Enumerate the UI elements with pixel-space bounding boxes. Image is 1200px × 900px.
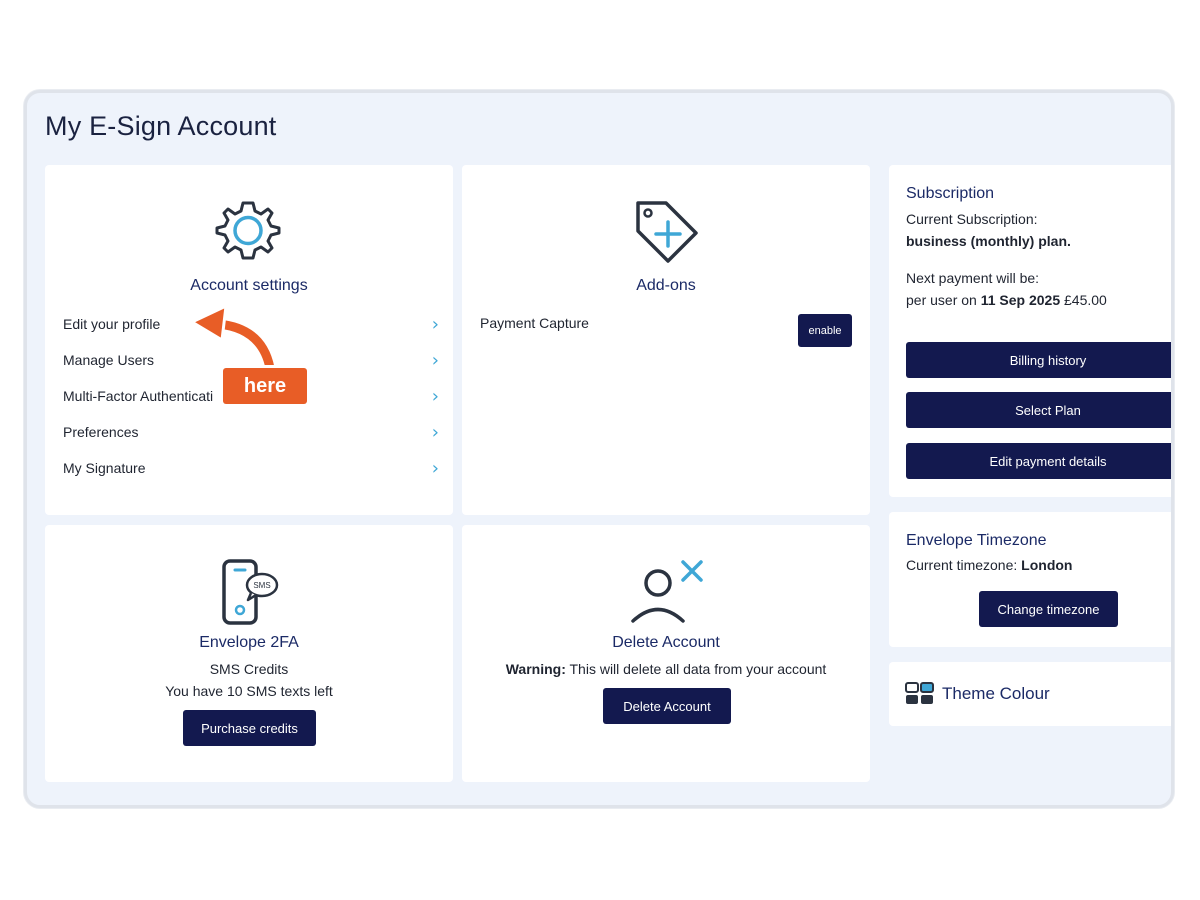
timezone-value: London <box>1021 557 1073 573</box>
menu-item-label: Edit your profile <box>63 316 161 332</box>
chevron-right-icon: › <box>431 421 439 443</box>
page-title: My E-Sign Account <box>45 111 277 141</box>
gear-icon <box>213 195 283 265</box>
warning-text: This will delete all data from your account <box>565 661 827 677</box>
menu-item-preferences[interactable] <box>63 420 439 444</box>
menu-item-my-signature[interactable] <box>63 456 439 480</box>
sms-icon-text: SMS <box>253 581 271 590</box>
account-window <box>24 90 1174 808</box>
delete-account-title: Delete Account <box>612 634 720 651</box>
menu-item-label: Manage Users <box>63 352 155 368</box>
addons-card <box>462 165 870 515</box>
annotation-arrow-icon <box>182 298 292 378</box>
current-subscription-label: Current Subscription: <box>906 211 1038 227</box>
delete-account-button[interactable]: Delete Account <box>603 688 731 724</box>
chevron-right-icon: › <box>431 349 439 371</box>
per-user-prefix: per user on <box>906 292 981 308</box>
palette-icon <box>905 682 935 706</box>
tag-plus-icon <box>630 195 702 267</box>
billing-history-button[interactable]: Billing history <box>906 342 1174 378</box>
sms-credits-label: SMS Credits <box>209 661 289 677</box>
next-payment-date: 11 Sep 2025 <box>980 292 1061 308</box>
next-payment-amount: £45.00 <box>1064 292 1107 308</box>
delete-account-card <box>462 525 870 782</box>
next-payment-label: Next payment will be: <box>906 270 1040 286</box>
current-plan: business (monthly) plan. <box>906 233 1071 249</box>
remove-user-icon <box>628 558 708 628</box>
timezone-title: Envelope Timezone <box>906 532 1047 549</box>
current-timezone: Current timezone: London <box>906 557 1073 573</box>
account-settings-title: Account settings <box>190 277 308 294</box>
addons-title: Add-ons <box>636 277 696 294</box>
purchase-credits-button[interactable]: Purchase credits <box>183 710 316 746</box>
phone-sms-icon <box>221 558 281 626</box>
sms-remaining-text: You have 10 SMS texts left <box>165 683 333 699</box>
theme-colour-card[interactable] <box>889 662 1174 726</box>
payment-capture-label: Payment Capture <box>480 315 589 331</box>
theme-colour-title: Theme Colour <box>942 684 1050 703</box>
select-plan-button[interactable]: Select Plan <box>906 392 1174 428</box>
change-timezone-button[interactable]: Change timezone <box>979 591 1118 627</box>
next-payment-details <box>906 289 1107 311</box>
timezone-card <box>889 512 1174 647</box>
subscription-title: Subscription <box>906 185 995 202</box>
menu-item-label: My Signature <box>63 460 146 476</box>
menu-item-label: Multi-Factor Authenticati <box>63 388 214 404</box>
annotation-here-label: here <box>223 368 307 404</box>
menu-item-label: Preferences <box>63 424 139 440</box>
enable-payment-capture-button[interactable]: enable <box>798 314 852 347</box>
chevron-right-icon: › <box>431 313 439 335</box>
chevron-right-icon: › <box>431 457 439 479</box>
envelope-2fa-card <box>45 525 453 782</box>
edit-payment-details-button[interactable]: Edit payment details <box>906 443 1174 479</box>
subscription-card <box>889 165 1174 497</box>
warning-label: Warning: <box>505 661 566 677</box>
chevron-right-icon: › <box>431 385 439 407</box>
delete-warning <box>462 658 870 680</box>
envelope-2fa-title: Envelope 2FA <box>199 634 299 651</box>
